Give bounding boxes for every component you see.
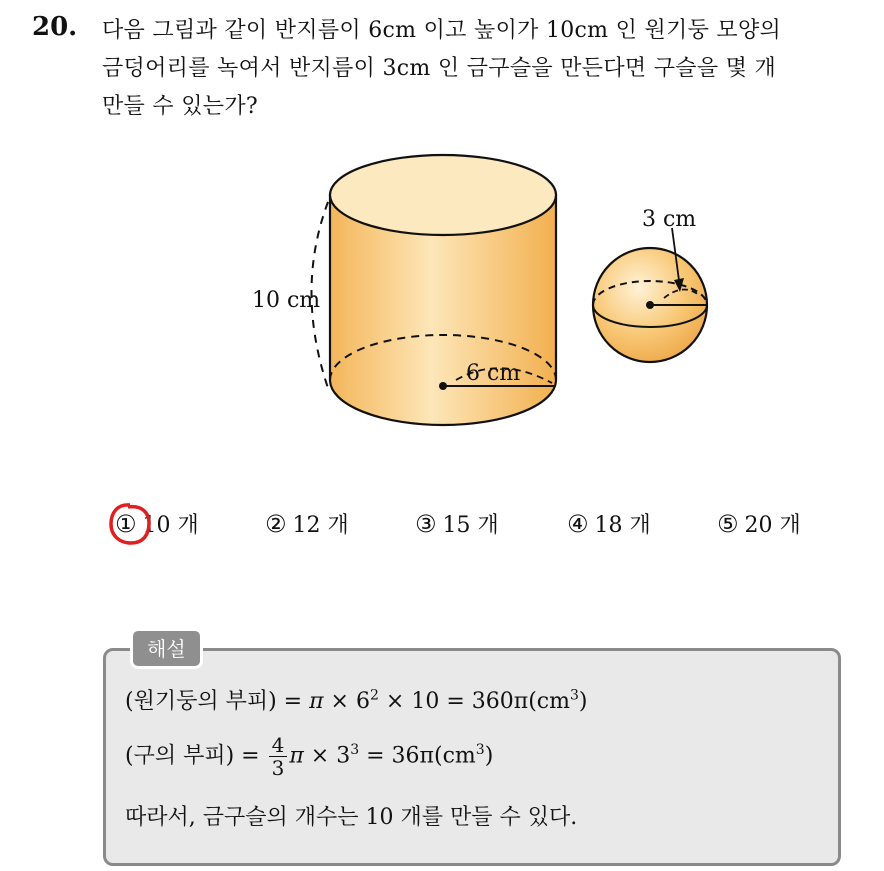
choice-1[interactable] (115, 508, 199, 539)
cylinder (252, 155, 556, 425)
cylinder-radius-label: 6 cm (466, 361, 521, 386)
cylinder-top (330, 155, 556, 235)
choice-3-text: 15 개 (442, 513, 499, 538)
solution-line-1-prefix: (원기둥의 부피) = (125, 689, 310, 714)
choice-5[interactable] (717, 508, 801, 539)
choice-2[interactable] (265, 508, 349, 539)
question-line-2: 금덩어리를 녹여서 반지름이 3cm 인 금구슬을 만든다면 구슬을 몇 개 (102, 56, 777, 81)
choice-4[interactable] (567, 508, 651, 539)
sphere (593, 207, 707, 362)
question-line-3: 만들 수 있는가? (102, 94, 258, 119)
sphere-radius-label: 3 cm (642, 207, 697, 232)
choice-3[interactable] (415, 508, 499, 539)
figure-cylinder-and-sphere (240, 150, 720, 450)
choice-1-text: 10 개 (142, 513, 199, 538)
solution-line-2-rest: = 36π(cm (359, 743, 476, 769)
choice-2-text: 12 개 (292, 513, 349, 538)
solution-line-2: (구의 부피) = $\frac{4}{3}$ $\pi \times 3^3 = 36\pi(cm^3)$ (125, 733, 494, 780)
answer-choices (105, 508, 845, 548)
solution-line-1-rest: = 360π(cm (439, 689, 570, 714)
choice-5-mark: ⑤ (717, 509, 739, 538)
question-text (102, 12, 872, 126)
figure-svg (240, 150, 720, 450)
cylinder-height-label: 10 cm (252, 288, 321, 313)
choice-1-mark: ① (115, 509, 137, 538)
question-line-1: 다음 그림과 같이 반지름이 6cm 이고 높이가 10cm 인 원기둥 모양의 (102, 18, 782, 43)
question-number: 20. (32, 12, 78, 42)
fraction-4-3: $\frac{4}{3}$ (269, 734, 288, 779)
choice-4-mark: ④ (567, 509, 589, 538)
solution-line-2-prefix: (구의 부피) = (125, 743, 267, 769)
choice-5-text: 20 개 (744, 513, 801, 538)
solution-line-3: 따라서, 금구슬의 개수는 10 개를 만들 수 있다. (125, 805, 578, 830)
choice-2-mark: ② (265, 509, 287, 538)
solution-line-1: (원기둥의 부피) = $\pi \times 6^2 \times 10 = 360\pi(cm^3)$ (125, 687, 588, 714)
choice-3-mark: ③ (415, 509, 437, 538)
solution-tag: 해설 (130, 628, 203, 669)
choice-4-text: 18 개 (594, 513, 651, 538)
